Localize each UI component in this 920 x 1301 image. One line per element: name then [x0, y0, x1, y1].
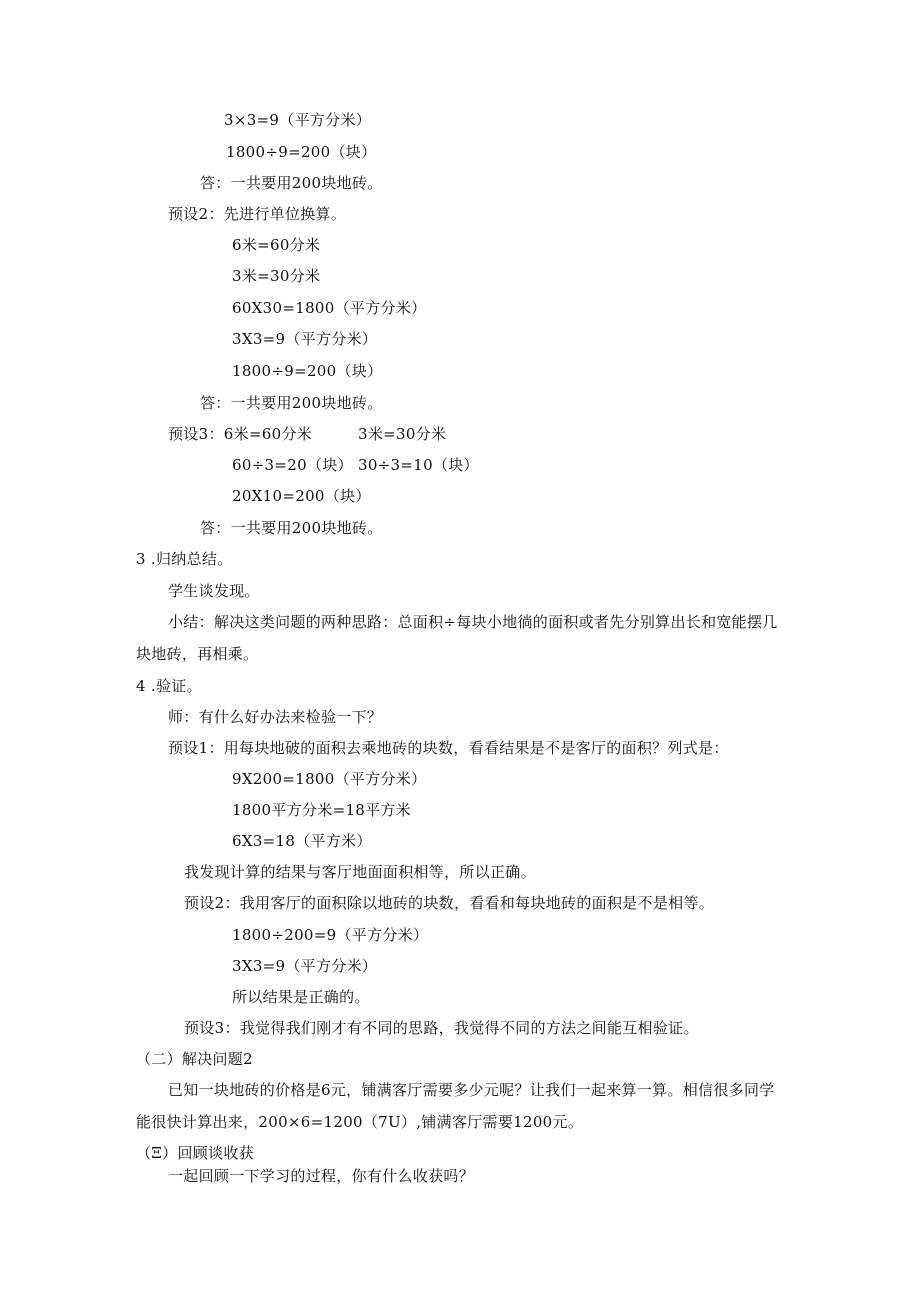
section-heading: 3 .归纳总结。	[136, 550, 233, 568]
text-line: 1800÷200=9（平方分米）	[232, 926, 429, 944]
text-line: 师：有什么好办法来检验一下？	[168, 708, 383, 726]
text-line: 3X3=9（平方分米）	[232, 957, 378, 975]
text-line: 1800平方分米=18平方米	[232, 801, 412, 819]
text-line: 60÷3=20（块）	[232, 456, 353, 474]
paragraph: 已知一块地砖的价格是6元，铺满客厅需要多少元呢？让我们一起来算一算。相信很多同学能很快计算出来，200×6=1200（7U）,铺满客厅需要1200元。	[136, 1081, 775, 1131]
text-line: 我发现计算的结果与客厅地面面积相等，所以正确。	[184, 863, 536, 881]
text-line: 预设3：我觉得我们刚才有不同的思路，我觉得不同的方法之间能互相验证。	[184, 1019, 699, 1037]
text-line: 60X30=1800（平方分米）	[232, 299, 427, 317]
text-line: 1800÷9=200（块）	[226, 143, 377, 161]
text-line: 3米=30分米	[358, 425, 447, 443]
text-line: 预设1：用每块地破的面积去乘地砖的块数，看看结果是不是客厅的面积？列式是：	[168, 739, 729, 757]
section-heading: 4 .验证。	[136, 677, 202, 695]
text-line: 6米=60分米	[232, 236, 321, 254]
section-heading: （Ξ）回顾谈收获	[136, 1144, 254, 1162]
text-line: 3米=30分米	[232, 267, 321, 285]
text-line: 20X10=200（块）	[232, 487, 371, 505]
text-line: 答：一共要用200块地砖。	[200, 394, 383, 412]
paragraph: 小结：解决这类问题的两种思路：总面积÷每块小地徜的面积或者先分别算出长和宽能摆几块地砖，再相乘。	[136, 613, 778, 663]
text-line: 答：一共要用200块地砖。	[200, 174, 383, 192]
text-line: 9X200=1800（平方分米）	[232, 770, 427, 788]
section-heading: （二）解决问题2	[136, 1050, 253, 1068]
text-line: 3X3=9（平方分米）	[232, 330, 378, 348]
text-line: 答：一共要用200块地砖。	[200, 519, 383, 537]
text-line: 一起回顾一下学习的过程，你有什么收获吗？	[168, 1167, 475, 1185]
text-line: 1800÷9=200（块）	[232, 362, 383, 380]
text-line: 6X3=18（平方米）	[232, 832, 372, 850]
text-line: 30÷3=10（块）	[358, 456, 479, 474]
text-line: 预设2：我用客厅的面积除以地砖的块数，看看和每块地砖的面积是不是相等。	[184, 894, 715, 912]
text-line: 预设3：6米=60分米	[168, 425, 313, 443]
text-line: 3×3=9（平方分米）	[224, 111, 372, 129]
text-line: 学生谈发现。	[168, 582, 260, 600]
text-line: 预设2：先进行单位换算。	[168, 205, 347, 223]
text-line: 所以结果是正确的。	[232, 988, 370, 1006]
